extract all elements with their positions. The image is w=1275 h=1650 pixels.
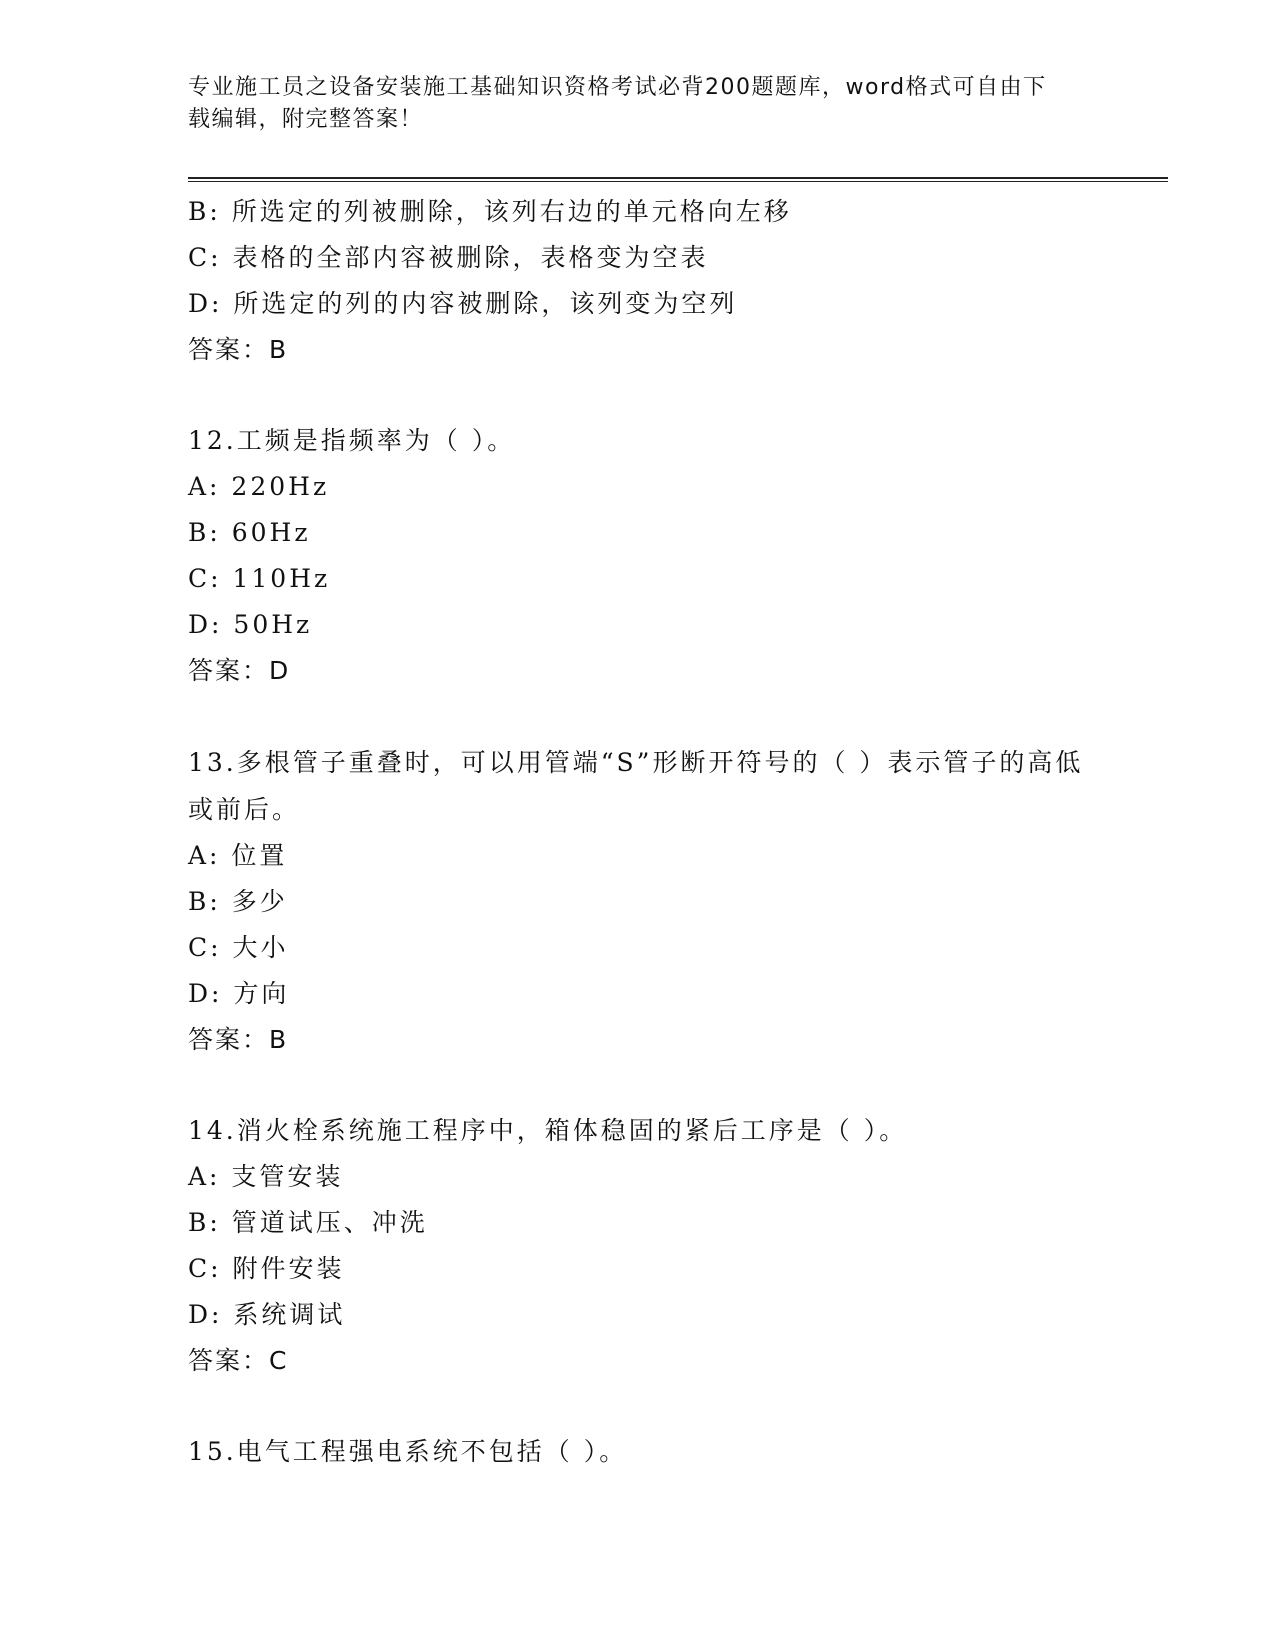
- option-c: C: 表格的全部内容被删除，表格变为空表: [188, 243, 709, 272]
- question-12: [188, 418, 1168, 694]
- option-b: B: 多少: [188, 887, 288, 916]
- answer-line: 答案：C: [188, 1346, 289, 1375]
- option-c: C: 110Hz: [188, 564, 331, 593]
- answer-line: 答案：B: [188, 335, 289, 364]
- option-d: D: 50Hz: [188, 610, 313, 639]
- option-d: D: 方向: [188, 979, 290, 1008]
- option-c: C: 附件安装: [188, 1254, 345, 1283]
- option-a: A: 220Hz: [188, 472, 330, 501]
- header-divider: [188, 177, 1168, 179]
- question-stem: 14.消火栓系统施工程序中，箱体稳固的紧后工序是（ ）。: [188, 1116, 908, 1145]
- answer-line: 答案：B: [188, 1025, 289, 1054]
- spacer: [188, 373, 1168, 418]
- option-d: D: 系统调试: [188, 1300, 346, 1329]
- spacer: [188, 1063, 1168, 1108]
- header-divider-thin: [188, 181, 1168, 182]
- question-stem: 12.工频是指频率为（ ）。: [188, 426, 516, 455]
- option-a: A: 位置: [188, 841, 288, 870]
- option-b: B: 管道试压、冲洗: [188, 1208, 428, 1237]
- question-14: [188, 1108, 1168, 1384]
- option-c: C: 大小: [188, 933, 289, 962]
- document-header: 专业施工员之设备安装施工基础知识资格考试必背200题题库，word格式可自由下载编辑，附完整答案！: [188, 75, 1047, 132]
- option-b: B: 60Hz: [188, 518, 311, 547]
- question-list: [188, 189, 1168, 1475]
- answer-line: 答案：D: [188, 656, 291, 685]
- option-d: D: 所选定的列的内容被删除，该列变为空列: [188, 289, 738, 318]
- spacer: [188, 1384, 1168, 1429]
- question-15: [188, 1429, 1168, 1475]
- question-stem: 13.多根管子重叠时，可以用管端“S”形断开符号的（ ）表示管子的高低或前后。: [188, 748, 1084, 824]
- option-b: B: 所选定的列被删除，该列右边的单元格向左移: [188, 197, 792, 226]
- spacer: [188, 694, 1168, 739]
- question-stem: 15.电气工程强电系统不包括（ ）。: [188, 1437, 628, 1466]
- question-13: [188, 739, 1168, 1063]
- option-a: A: 支管安装: [188, 1162, 344, 1191]
- previous-question-tail: [188, 189, 1168, 373]
